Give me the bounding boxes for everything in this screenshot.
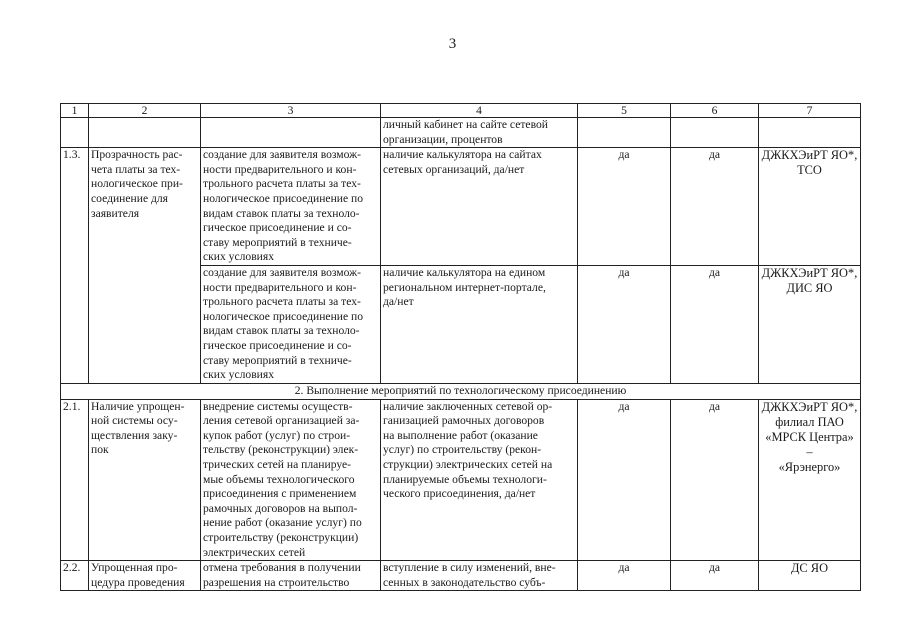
cell-indicator: наличие заключенных сетевой ор- ганизацией рамочных договоров на выполнение работ (оказание услуг) по строительству (рекон- струкции) электрических сетей на планируемые объемы технологи- ческого присоединения, да/нет — [381, 399, 578, 561]
cell-value-6: да — [671, 265, 759, 383]
cell-indicator: наличие калькулятора на сайтах сетевых организаций, да/нет — [381, 148, 578, 266]
header-cell-7: 7 — [759, 104, 861, 118]
cell-measure: создание для заявителя возмож- ности предварительного и кон- трольного расчета платы за тех- нологическое присоединение по видам ставок платы за техноло- гическое присоединение и со- ставу мероприятий в техниче- ских условиях — [201, 265, 381, 383]
cell-responsible: ДС ЯО — [759, 561, 861, 591]
header-cell-4: 4 — [381, 104, 578, 118]
row-title: Наличие упрощен- ной системы осу- ществления заку- пок — [89, 399, 201, 561]
cell-empty — [671, 118, 759, 148]
cell-measure: отмена требования в получении разрешения на строительство — [201, 561, 381, 591]
cell-indicator: наличие калькулятора на едином региональном интернет-портале, да/нет — [381, 265, 578, 383]
cell-value-5: да — [578, 561, 671, 591]
table-row-1-3a — [61, 148, 861, 266]
cell-empty — [759, 118, 861, 148]
section-heading: 2. Выполнение мероприятий по технологическому присоединению — [61, 383, 861, 399]
cell-measure: внедрение системы осуществ- ления сетевой организацией за- купок работ (услуг) по строи- тельству (реконструкции) элек- трических сетей на планируе- мые объемы технологического присоединения с применением рамочных договоров на выпол- нение работ (оказание услуг) по строительству (реконструкции) электрических сетей — [201, 399, 381, 561]
cell-value-5: да — [578, 265, 671, 383]
row-number: 2.2. — [61, 561, 89, 591]
table-row-continuation — [61, 118, 861, 148]
header-cell-3: 3 — [201, 104, 381, 118]
section-row — [61, 383, 861, 399]
cell-responsible: ДЖКХЭиРТ ЯО*, ДИС ЯО — [759, 265, 861, 383]
header-cell-2: 2 — [89, 104, 201, 118]
cell-empty — [201, 118, 381, 148]
header-cell-1: 1 — [61, 104, 89, 118]
cell-value-6: да — [671, 148, 759, 266]
cell-indicator: личный кабинет на сайте сетевой организации, процентов — [381, 118, 578, 148]
row-title: Упрощенная про- цедура проведения — [89, 561, 201, 591]
cell-empty — [89, 118, 201, 148]
cell-value-6: да — [671, 561, 759, 591]
page-number: 3 — [448, 36, 457, 52]
cell-value-5: да — [578, 399, 671, 561]
measures-table — [60, 103, 861, 591]
header-cell-5: 5 — [578, 104, 671, 118]
cell-responsible: ДЖКХЭиРТ ЯО*, филиал ПАО «МРСК Центра» – «Ярэнерго» — [759, 399, 861, 561]
table-row-2-1 — [61, 399, 861, 561]
header-row — [61, 104, 861, 118]
row-number: 1.3. — [61, 148, 89, 384]
cell-measure: создание для заявителя возмож- ности предварительного и кон- трольного расчета платы за тех- нологическое присоединение по видам ставок платы за техноло- гическое присоединение и со- ставу мероприятий в техниче- ских условиях — [201, 148, 381, 266]
row-number: 2.1. — [61, 399, 89, 561]
header-cell-6: 6 — [671, 104, 759, 118]
cell-value-6: да — [671, 399, 759, 561]
table-row-2-2 — [61, 561, 861, 591]
cell-value-5: да — [578, 148, 671, 266]
row-title: Прозрачность рас- чета платы за тех- нологическое при- соединение для заявителя — [89, 148, 201, 384]
cell-empty — [61, 118, 89, 148]
cell-responsible: ДЖКХЭиРТ ЯО*, ТСО — [759, 148, 861, 266]
cell-empty — [578, 118, 671, 148]
cell-indicator: вступление в силу изменений, вне- сенных в законодательство субъ- — [381, 561, 578, 591]
